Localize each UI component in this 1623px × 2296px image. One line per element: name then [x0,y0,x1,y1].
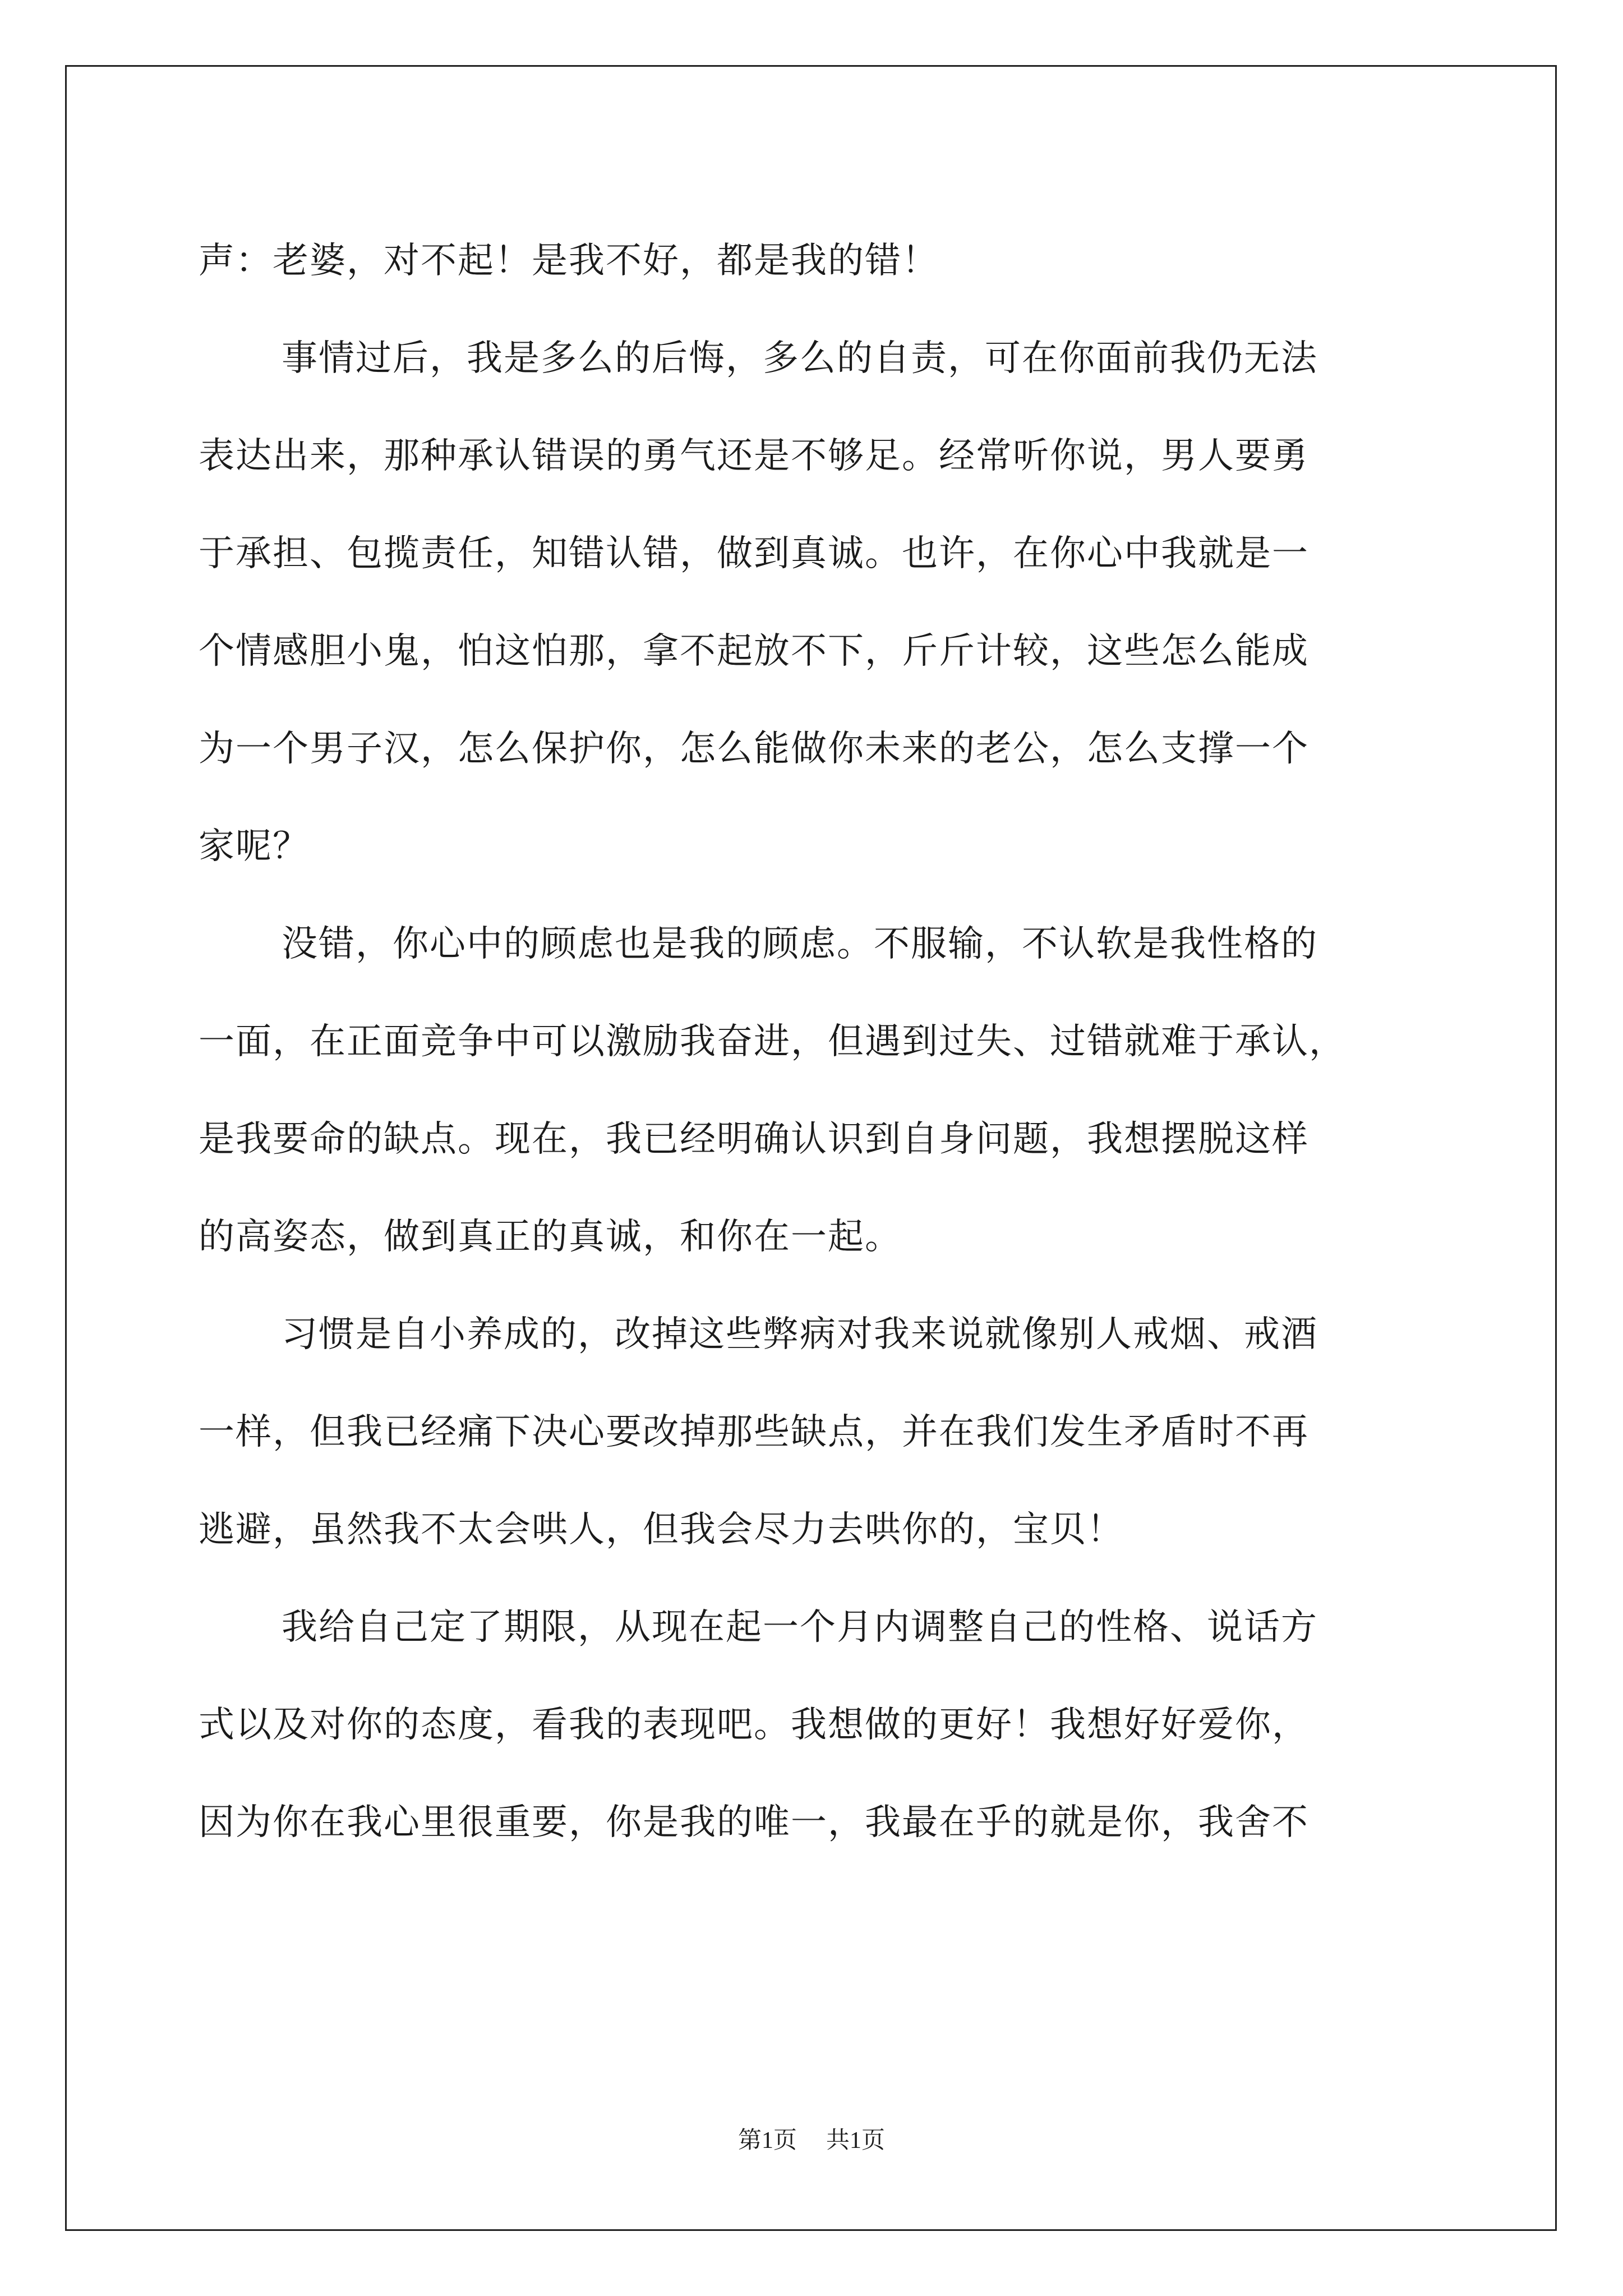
document-body [199,212,1432,1871]
text-line: 一面，在正面竞争中可以激励我奋进，但遇到过失、过错就难于承认， [199,1021,1346,1062]
text-line: 为一个男子汉，怎么保护你，怎么能做你未来的老公，怎么支撑一个 [199,728,1309,770]
page-number-total: 共1页 [826,2128,886,2154]
text-line: 于承担、包揽责任，知错认错，做到真诚。也许，在你心中我就是一 [199,533,1309,574]
text-line: 式以及对你的态度，看我的表现吧。我想做的更好！我想好好爱你， [199,1704,1309,1746]
text-line: 我给自己定了期限，从现在起一个月内调整自己的性格、说话方 [282,1607,1318,1648]
text-line: 家呢？ [199,826,310,867]
page-number-current: 第1页 [737,2128,797,2154]
text-line: 逃避，虽然我不太会哄人，但我会尽力去哄你的，宝贝！ [199,1509,1124,1550]
text-line: 没错，你心中的顾虑也是我的顾虑。不服输，不认软是我性格的 [282,923,1318,965]
text-line: 表达出来，那种承认错误的勇气还是不够足。经常听你说，男人要勇 [199,435,1309,477]
text-line: 因为你在我心里很重要，你是我的唯一，我最在乎的就是你，我舍不 [199,1802,1309,1843]
text-line: 的高姿态，做到真正的真诚，和你在一起。 [199,1216,902,1258]
text-line: 个情感胆小鬼，怕这怕那，拿不起放不下，斤斤计较，这些怎么能成 [199,631,1309,672]
text-line: 一样，但我已经痛下决心要改掉那些缺点，并在我们发生矛盾时不再 [199,1411,1309,1453]
text-line: 声：老婆，对不起！是我不好，都是我的错！ [199,240,939,282]
text-line: 习惯是自小养成的，改掉这些弊病对我来说就像别人戒烟、戒酒 [282,1314,1318,1355]
text-line: 事情过后，我是多么的后悔，多么的自责，可在你面前我仍无法 [282,338,1318,379]
text-line: 是我要命的缺点。现在，我已经明确认识到自身问题，我想摆脱这样 [199,1119,1309,1160]
page-footer [0,2122,1623,2155]
